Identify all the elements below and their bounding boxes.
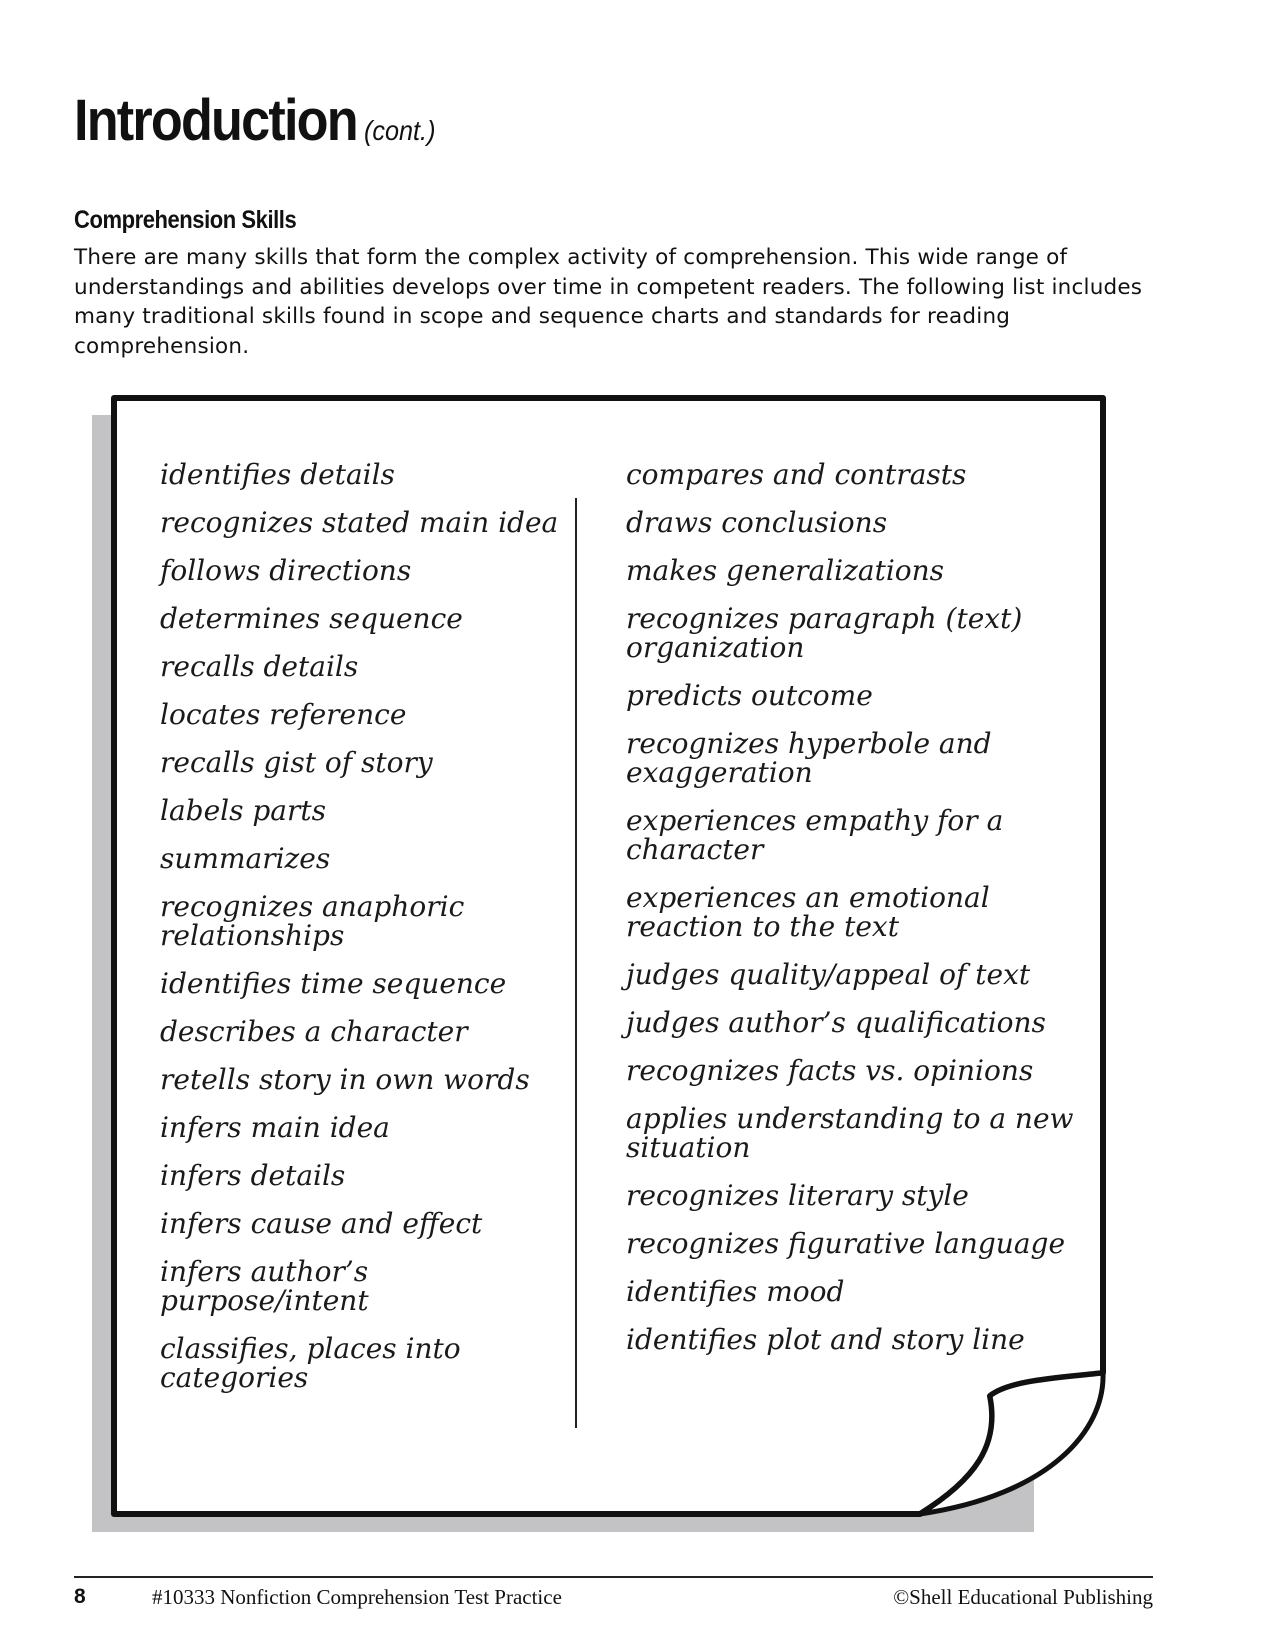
skill-item: recognizes facts vs. opinions — [626, 1054, 1034, 1087]
skill-item: identifies plot and story line — [626, 1323, 1025, 1356]
skill-item: infers cause and effect — [160, 1207, 483, 1240]
skill-item: draws conclusions — [626, 506, 888, 539]
skill-item: infers author’s purpose/intent — [160, 1255, 369, 1317]
skill-item: judges quality/appeal of text — [626, 958, 1031, 991]
skill-item: locates reference — [160, 698, 407, 731]
skill-item: recognizes paragraph (text) organization — [626, 602, 1023, 664]
skill-item: recognizes stated main idea — [160, 506, 559, 539]
skill-item: judges author’s qualifications — [626, 1006, 1046, 1039]
skill-item: identifies details — [160, 458, 395, 491]
skill-item: applies understanding to a new situation — [626, 1102, 1074, 1164]
skill-item: determines sequence — [160, 602, 463, 635]
skill-item: classifies, places into categories — [160, 1332, 461, 1394]
skill-item: experiences an emotional reaction to the text — [626, 881, 990, 943]
section-heading: Comprehension Skills — [74, 206, 297, 234]
skills-list-right — [626, 460, 1096, 1373]
skill-item: follows directions — [160, 554, 412, 587]
skill-item: recognizes literary style — [626, 1179, 969, 1212]
page-number: 8 — [74, 1585, 86, 1608]
skill-item: recalls details — [160, 650, 359, 683]
skill-item: recognizes figurative language — [626, 1227, 1066, 1260]
page-title-text: Introduction — [74, 88, 357, 153]
skill-item: recognizes anaphoric relationships — [160, 890, 465, 952]
skill-item: describes a character — [160, 1015, 468, 1048]
skill-item: recognizes hyperbole and exaggeration — [626, 727, 992, 789]
publisher: ©Shell Educational Publishing — [893, 1585, 1153, 1609]
skill-item: infers details — [160, 1159, 346, 1192]
skill-item: recalls gist of story — [160, 746, 433, 779]
footer-rule — [74, 1576, 1153, 1578]
book-title: #10333 Nonfiction Comprehension Test Practice — [152, 1585, 562, 1609]
skill-item: retells story in own words — [160, 1063, 530, 1096]
skill-item: predicts outcome — [626, 679, 873, 712]
skill-item: infers main idea — [160, 1111, 390, 1144]
skill-item: compares and contrasts — [626, 458, 967, 491]
skill-item: summarizes — [160, 842, 331, 875]
page-title-suffix: (cont.) — [364, 115, 436, 146]
intro-paragraph: There are many skills that form the complex activity of comprehension. This wide range of understandings and abilities develops over time in competent readers. The following list includes many traditional skills found in scope and sequence charts and standards for reading comprehension. — [74, 245, 1143, 359]
skill-item: makes generalizations — [626, 554, 945, 587]
skills-list-left — [160, 460, 580, 1411]
skill-item: identifies mood — [626, 1275, 845, 1308]
skill-item: labels parts — [160, 794, 326, 827]
skill-item: identifies time sequence — [160, 967, 507, 1000]
column-divider — [575, 498, 577, 1428]
skill-item: experiences empathy for a character — [626, 804, 1004, 866]
